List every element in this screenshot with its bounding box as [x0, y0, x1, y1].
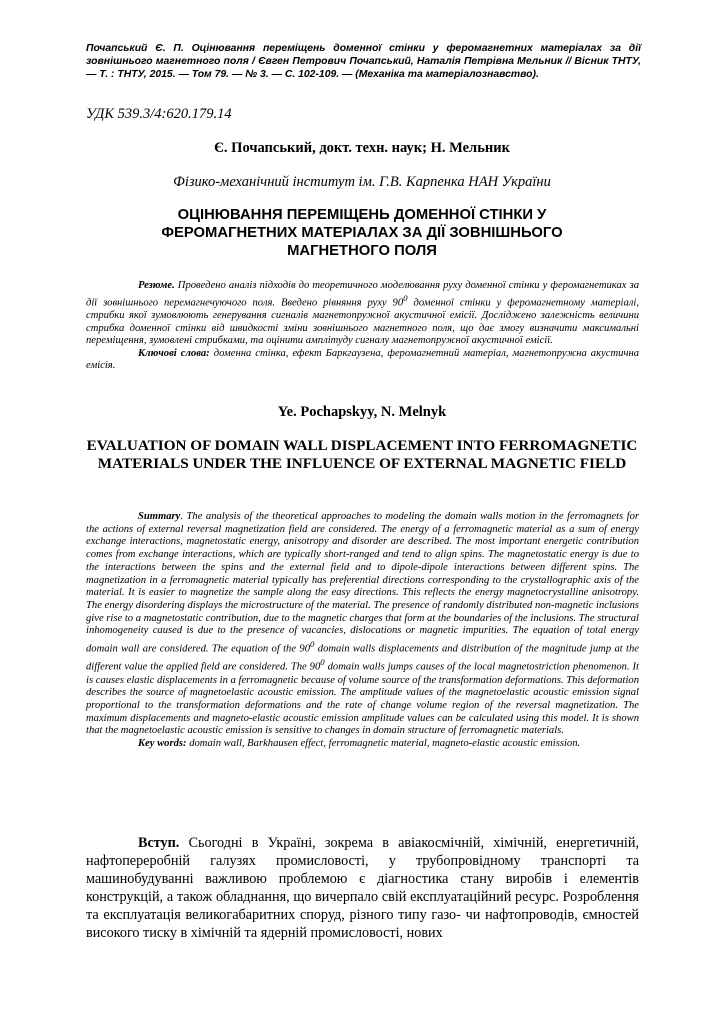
title-ukrainian: ОЦІНЮВАННЯ ПЕРЕМІЩЕНЬ ДОМЕННОЇ СТІНКИ У ФЕРОМАГНЕТНИХ МАТЕРІАЛАХ ЗА ДІЇ ЗОВНІШНЬОГО МАГНЕТНОГО ПОЛЯ — [161, 207, 563, 259]
keywords-en-label: Key words: — [138, 738, 187, 750]
intro-paragraph — [86, 834, 639, 942]
abstract-en-degree-1: 0 — [310, 639, 315, 650]
abstract-english — [86, 511, 639, 751]
abstract-en-text-3: domain walls jumps causes of the local magnetostriction phenomenon. It is causes elastic displacements in a ferromagnetic because of volume source of the transformation deformations. This deformation describes the source of magnetoelastic acoustic emission. The amplitude values of the magnetoelastic acoustic emission signal proportional to the transformation deformations and the rate of change volume region of the reversal magnetization. The maximum displacements and magneto-elastic acoustic emission amplitude values can be calculated using this model. It is shown that the magnetoelastic acoustic emission is sensitive to changes in domain structure of ferromagnetic materials. — [86, 661, 639, 737]
intro-text: Сьогодні в Україні, зокрема в авіакосмічній, хімічній, енергетичній, нафтопереробній галузях промисловості, у трубопровідному транспорті та машинобудуванні важливою проблемою є діагностика стану виробів і елементів конструкцій, а також обладнання, що вичерпало свій експлуатаційний ресурс. Розроблення та експлуатація великогабаритних споруд, різного типу газо- чи нафтопроводів, ємностей високого тиску в хімічній та ядерній промисловості, нових — [86, 835, 639, 941]
abstract-ua-paragraph — [86, 280, 639, 348]
keywords-en-text: domain wall, Barkhausen effect, ferromagnetic material, magneto-elastic acoustic emission. — [186, 738, 581, 750]
abstract-ukrainian — [86, 280, 639, 372]
keywords-en-paragraph — [86, 738, 639, 751]
introduction — [86, 834, 639, 942]
abstract-ua-label: Резюме. — [138, 280, 175, 291]
udc-code: УДК 539.3/4:620.179.14 — [86, 106, 232, 122]
abstract-ua-degree: 0 — [403, 293, 408, 304]
abstract-en-degree-2: 0 — [320, 657, 325, 668]
affiliation: Фізико-механічний інститут ім. Г.В. Карпенка НАН України — [173, 174, 551, 190]
abstract-en-text-2: domain walls displacements and distribution of the magnitude jump at the different value the applied field are considered. The 90 — [86, 643, 639, 673]
keywords-ua-text: доменна стінка, ефект Баркгаузена, феромагнетний матеріал, магнетопружна акустична емісія. — [86, 347, 640, 371]
keywords-ua-label: Ключові слова: — [138, 347, 210, 359]
citation-header: Почапський Є. П. Оцінювання переміщень доменної стінки у феромагнетних матеріалах за дії зовнішнього магнетного поля / Євген Петрович Почапський, Наталія Петрівна Мельник // Вісник ТНТУ, — Т. : ТНТУ, 2015. — Том 79. — № 3. — С. 102-109. — (Механіка та матеріалознавство). — [86, 43, 641, 80]
authors-ukrainian: Є. Почапський, докт. техн. наук; Н. Мельник — [214, 140, 510, 156]
abstract-ua-text-1: Проведено аналіз підходів до теоретичного моделювання руху доменної стінки у феромагнетиках за дії зовнішнього перемагнечуючого поля. Введено рівняння руху 90 — [86, 280, 639, 309]
abstract-ua-text-2: доменної стінки у феромагнетному матеріалі, стрибки якої зумовлюють генерування сигналів магнетопружної акустичної емісії. Досліджено залежність величини стрибка доменної стінки від швидкості зміни зовнішнього магнетного поля, що дає змогу визначити максимальні переміщення, зумовлені стрибками, та оцінити амплітуду сигналу магнетопружної акустичної емісії. — [86, 297, 639, 347]
intro-label: Вступ. — [138, 835, 180, 851]
authors-english: Ye. Pochapskyy, N. Melnyk — [277, 404, 447, 420]
title-english: EVALUATION OF DOMAIN WALL DISPLACEMENT INTO FERROMAGNETIC MATERIALS UNDER THE INFLUENCE OF EXTERNAL MAGNETIC FIELD — [86, 437, 638, 473]
abstract-en-text-1: . The analysis of the theoretical approaches to modeling the domain walls motion in the ferromagnets for the actions of external reversal magnetization field are considered. The energy of a ferromagnetic material as a sum of energy exchange interactions, magnetostatic energy, anisotropy and disorder are described. The most important energetic contribution comes from exchange interactions, which are typically short-ranged and tend to align spins. The magnetostatic energy is due to the interactions between the spins and the external field and to dipole-dipole interactions between different spins. The magnetization in a ferromagnetic material typically has preferential directions corresponding to the crystallographic axis of the material. It is easier to magnetize the sample along the easy directions. This reflects the energy magnetocrystalline anisotropy. The energy disordering displays the microstructure of the material. The presence of randomly distributed non-magnetic inclusions give rise to a magnetostatic contribution, due to the magnetic charges that form at the boundaries of the inclusions. The structural inhomogeneity caused is due to the presence of vacancies, dislocations or magnetic impurities. The equation of total energy domain wall are considered. The equation of the 90 — [86, 511, 639, 655]
abstract-en-paragraph — [86, 511, 639, 738]
keywords-ua-paragraph — [86, 348, 639, 373]
abstract-en-label: Summary — [138, 511, 181, 522]
